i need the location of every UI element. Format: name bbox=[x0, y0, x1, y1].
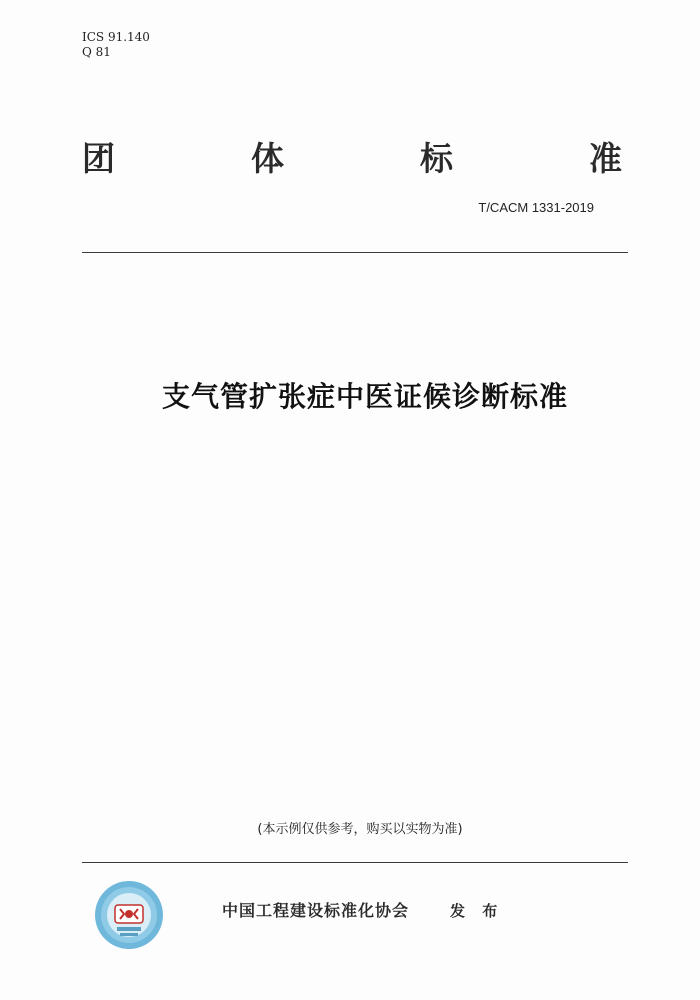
category-char-4: 准 bbox=[589, 138, 622, 178]
anti-counterfeit-seal-icon bbox=[93, 879, 165, 951]
publisher-name: 中国工程建设标准化协会 bbox=[222, 901, 410, 920]
ics-code: ICS 91.140 bbox=[82, 30, 150, 44]
classification-codes bbox=[82, 30, 150, 60]
document-title: 支气管扩张症中医证候诊断标准 bbox=[161, 380, 568, 413]
sample-note: (本示例仅供参考，购买以实物为准) bbox=[257, 822, 463, 837]
category-char-1: 团 bbox=[82, 138, 115, 178]
category-char-2: 体 bbox=[251, 138, 284, 178]
standard-number: T/CACM 1331-2019 bbox=[478, 200, 594, 215]
standard-category bbox=[82, 133, 622, 179]
top-divider bbox=[82, 252, 628, 253]
ccs-code: Q 81 bbox=[82, 45, 111, 59]
bottom-divider bbox=[82, 862, 628, 863]
publish-label: 发 布 bbox=[450, 902, 504, 920]
category-char-3: 标 bbox=[420, 138, 453, 178]
